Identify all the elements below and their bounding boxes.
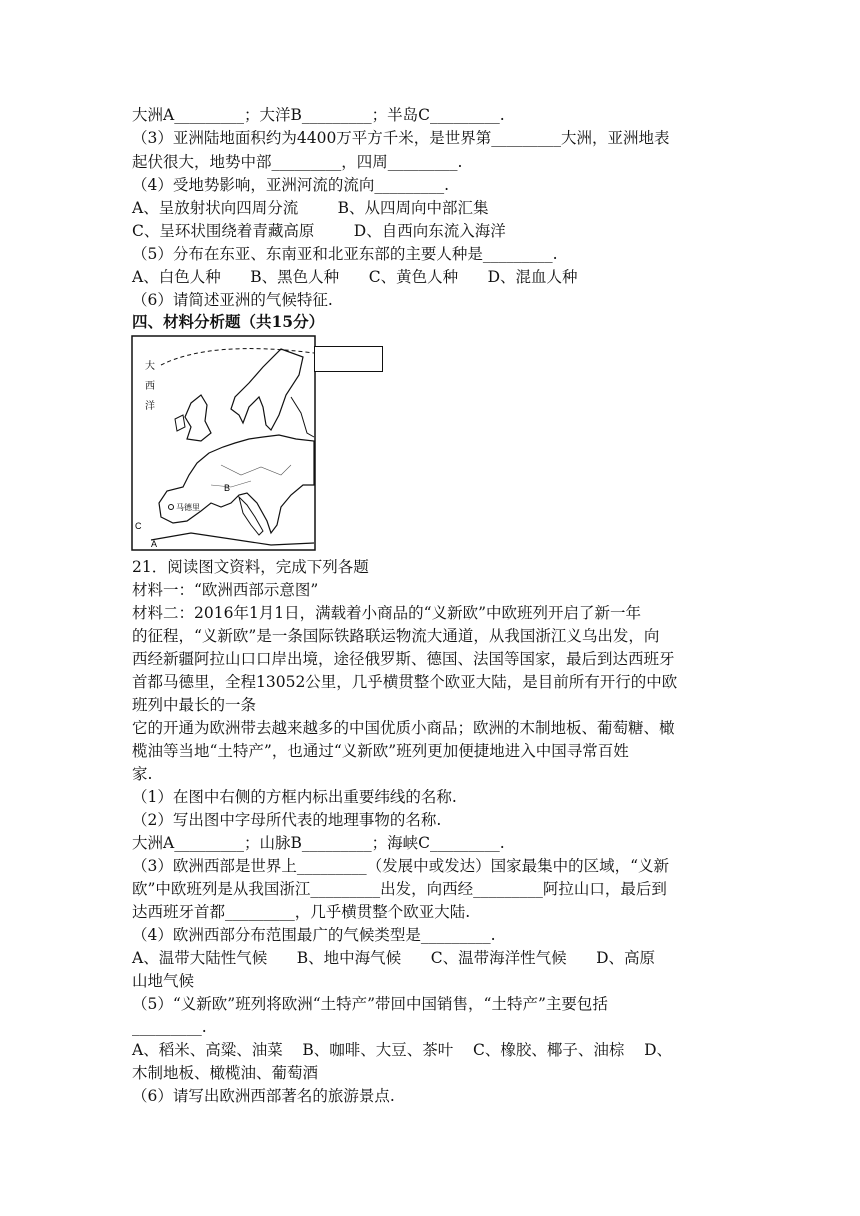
q21-3-line-2: 欧”中欧班列是从我国浙江_________出发，向西经_________阿拉山口，最后到 <box>132 880 667 898</box>
q21-3-line-1: （3）欧洲西部是世界上_________（发展中或发达）国家最集中的区域，“义新 <box>132 857 670 875</box>
western-europe-map <box>131 335 316 551</box>
question-6-stem: （6）请简述亚洲的气候特征. <box>132 291 333 309</box>
question-4-options-cd: C、呈环状围绕着青藏高原 D、自西向东流入海洋 <box>132 222 506 240</box>
q21-2-answers: 大洲A_________；山脉B_________；海峡C_________. <box>132 834 505 852</box>
ocean-label-1: 大 <box>145 361 155 372</box>
latitude-answer-box[interactable] <box>314 346 383 372</box>
question-4-stem: （4）受地势影响，亚洲河流的流向_________. <box>132 176 450 194</box>
map-letter-b: B <box>224 483 231 493</box>
q21-5-stem-line-1: （5）“义新欧”班列将欧洲“土特产”带回中国销售，“土特产”主要包括 <box>132 995 608 1013</box>
q21-5-options-line-2: 木制地板、橄榄油、葡萄酒 <box>132 1064 319 1082</box>
q21-6-stem: （6）请写出欧洲西部著名的旅游景点. <box>132 1087 395 1105</box>
material-2-line-8: 家. <box>132 765 153 783</box>
section-title: 四、材料分析题（共15分） <box>132 312 325 331</box>
map-letter-c: C <box>135 521 142 531</box>
material-2-line-7: 榄油等当地“土特产”，也通过“义新欧”班列更加便捷地进入中国寻常百姓 <box>132 742 629 760</box>
question-3-line-2: 起伏很大，地势中部_________，四周_________. <box>132 153 463 171</box>
q21-3-line-3: 达西班牙首都_________，几乎横贯整个欧亚大陆. <box>132 903 471 921</box>
question-5-options: A、白色人种 B、黑色人种 C、黄色人种 D、混血人种 <box>132 268 578 286</box>
city-label-madrid: 马德里 <box>176 503 200 512</box>
question-3-line-1: （3）亚洲陆地面积约为4400万平方千米，是世界第_________大洲，亚洲地表 <box>132 129 670 147</box>
q21-5-options-line-1: A、稻米、高粱、油菜 B、咖啡、大豆、茶叶 C、橡胶、椰子、油棕 D、 <box>132 1041 672 1059</box>
q21-2-stem: （2）写出图中字母所代表的地理事物的名称. <box>132 811 442 829</box>
material-2-line-6: 它的开通为欧洲带去越来越多的中国优质小商品；欧洲的木制地板、葡萄糖、橄 <box>132 719 675 737</box>
question-5-stem: （5）分布在东亚、东南亚和北亚东部的主要人种是_________. <box>132 245 558 263</box>
answer-line-asia-labels: 大洲A_________；大洋B_________；半岛C_________. <box>132 106 505 124</box>
material-2-line-4: 首都马德里，全程13052公里，几乎横贯整个欧亚大陆，是目前所有开行的中欧 <box>132 673 678 691</box>
question-4-options-ab: A、呈放射状向四周分流 B、从四周向中部汇集 <box>132 199 489 217</box>
q21-5-stem-line-2: _________. <box>132 1018 207 1036</box>
question-21-stem: 21．阅读图文资料，完成下列各题 <box>132 558 369 576</box>
q21-1-stem: （1）在图中右侧的方框内标出重要纬线的名称. <box>132 788 457 806</box>
material-2-line-5: 班列中最长的一条 <box>132 696 257 714</box>
material-2-line-3: 西经新疆阿拉山口口岸出境，途径俄罗斯、德国、法国等国家，最后到达西班牙 <box>132 650 675 668</box>
material-1: 材料一：“欧洲西部示意图” <box>132 581 319 599</box>
q21-4-stem: （4）欧洲西部分布范围最广的气候类型是_________. <box>132 926 496 944</box>
material-2-line-2: 的征程，“义新欧”是一条国际铁路联运物流大通道，从我国浙江义乌出发，向 <box>132 627 660 645</box>
q21-4-options-line-1: A、温带大陆性气候 B、地中海气候 C、温带海洋性气候 D、高原 <box>132 949 656 967</box>
q21-4-options-line-2: 山地气候 <box>132 972 195 990</box>
material-2-line-1: 材料二：2016年1月1日，满载着小商品的“义新欧”中欧班列开启了新一年 <box>132 604 642 622</box>
ocean-label-3: 洋 <box>145 401 155 412</box>
ocean-label-2: 西 <box>145 381 155 392</box>
map-letter-a: A <box>151 539 158 549</box>
